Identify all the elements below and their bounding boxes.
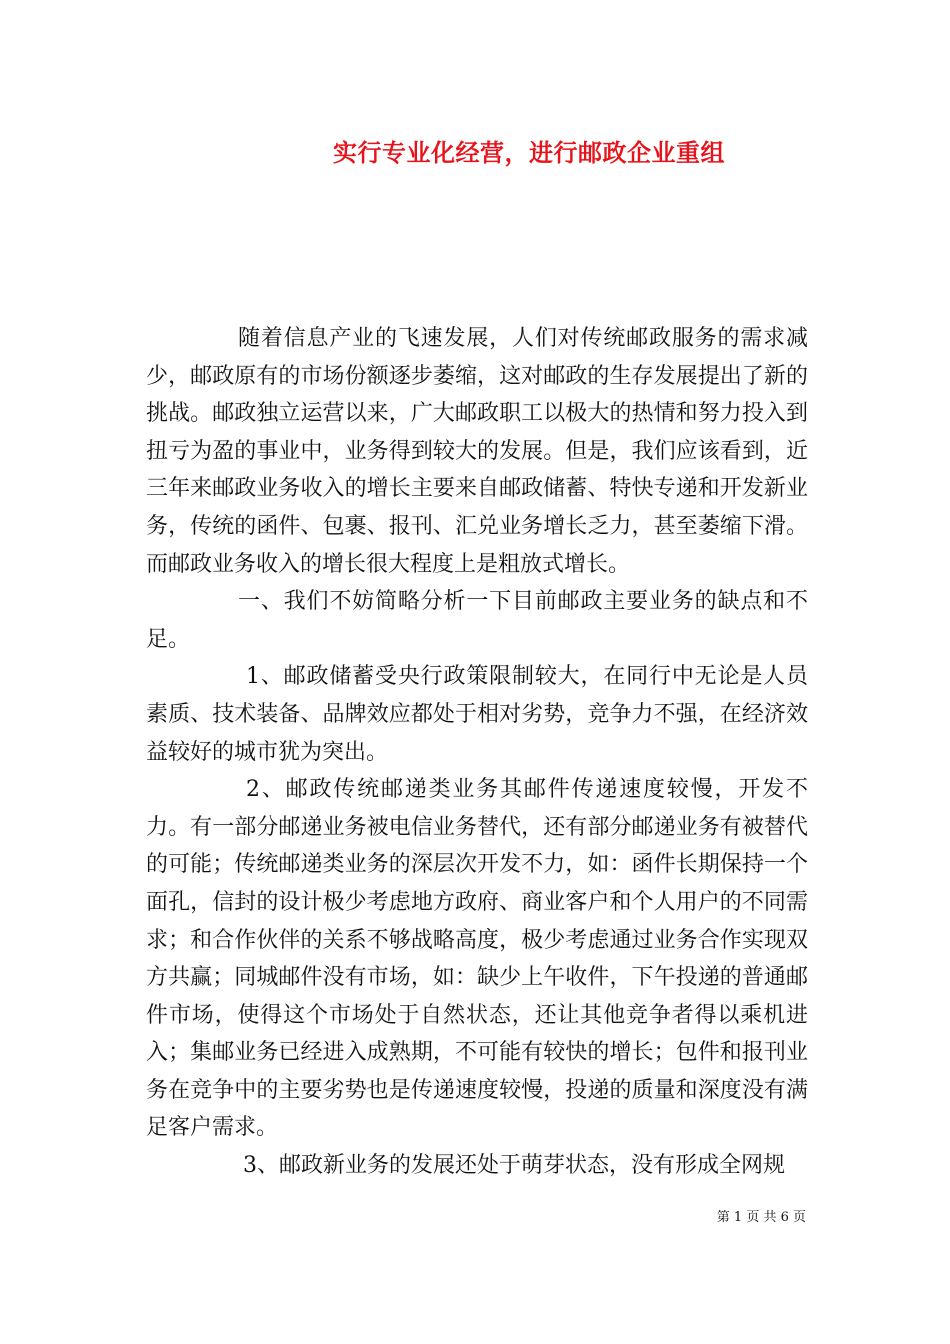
page-footer: 第 1 页 共 6 页 <box>716 1210 806 1225</box>
paragraph-intro: 随着信息产业的飞速发展，人们对传统邮政服务的需求减少，邮政原有的市场份额逐步萎缩，这对邮政的生存发展提出了新的挑战。邮政独立运营以来，广大邮政职工以极大的热情和努力投入到扭亏为盈的事业中，业务得到较大的发展。但是，我们应该看到，近三年来邮政业务收入的增长主要来自邮政储蓄、特快专递和开发新业务，传统的函件、包裹、报刊、汇兑业务增长乏力，甚至萎缩下滑。而邮政业务收入的增长很大程度上是粗放式增长。 <box>146 326 808 577</box>
paragraph-point-two: 2、邮政传统邮递类业务其邮件传递速度较慢，开发不力。有一部分邮递业务被电信业务替代，还有部分邮递业务有被替代的可能；传统邮递类业务的深层次开发不力，如：函件长期保持一个面孔，信封的设计极少考虑地方政府、商业客户和个人用户的不同需求；和合作伙伴的关系不够战略高度，极少考虑通过业务合作实现双方共赢；同城邮件没有市场，如：缺少上午收件，下午投递的普通邮件市场，使得这个市场处于自然状态，还让其他竞争者得以乘机进入；集邮业务已经进入成熟期，不可能有较快的增长；包件和报刊业务在竞争中的主要劣势也是传递速度较慢，投递的质量和深度没有满足客户需求。 <box>146 777 808 1141</box>
document-title: 实行专业化经营，进行邮政企业重组 <box>333 138 725 167</box>
paragraph-point-three: 3、邮政新业务的发展还处于萌芽状态，没有形成全网规 <box>243 1153 785 1179</box>
paragraph-section-one: 一、我们不妨简略分析一下目前邮政主要业务的缺点和不足。 <box>146 589 808 652</box>
document-body <box>146 320 808 1185</box>
paragraph-point-one: 1、邮政储蓄受央行政策限制较大，在同行中无论是人员素质、技术装备、品牌效应都处于相对劣势，竞争力不强，在经济效益较好的城市犹为突出。 <box>146 664 808 765</box>
